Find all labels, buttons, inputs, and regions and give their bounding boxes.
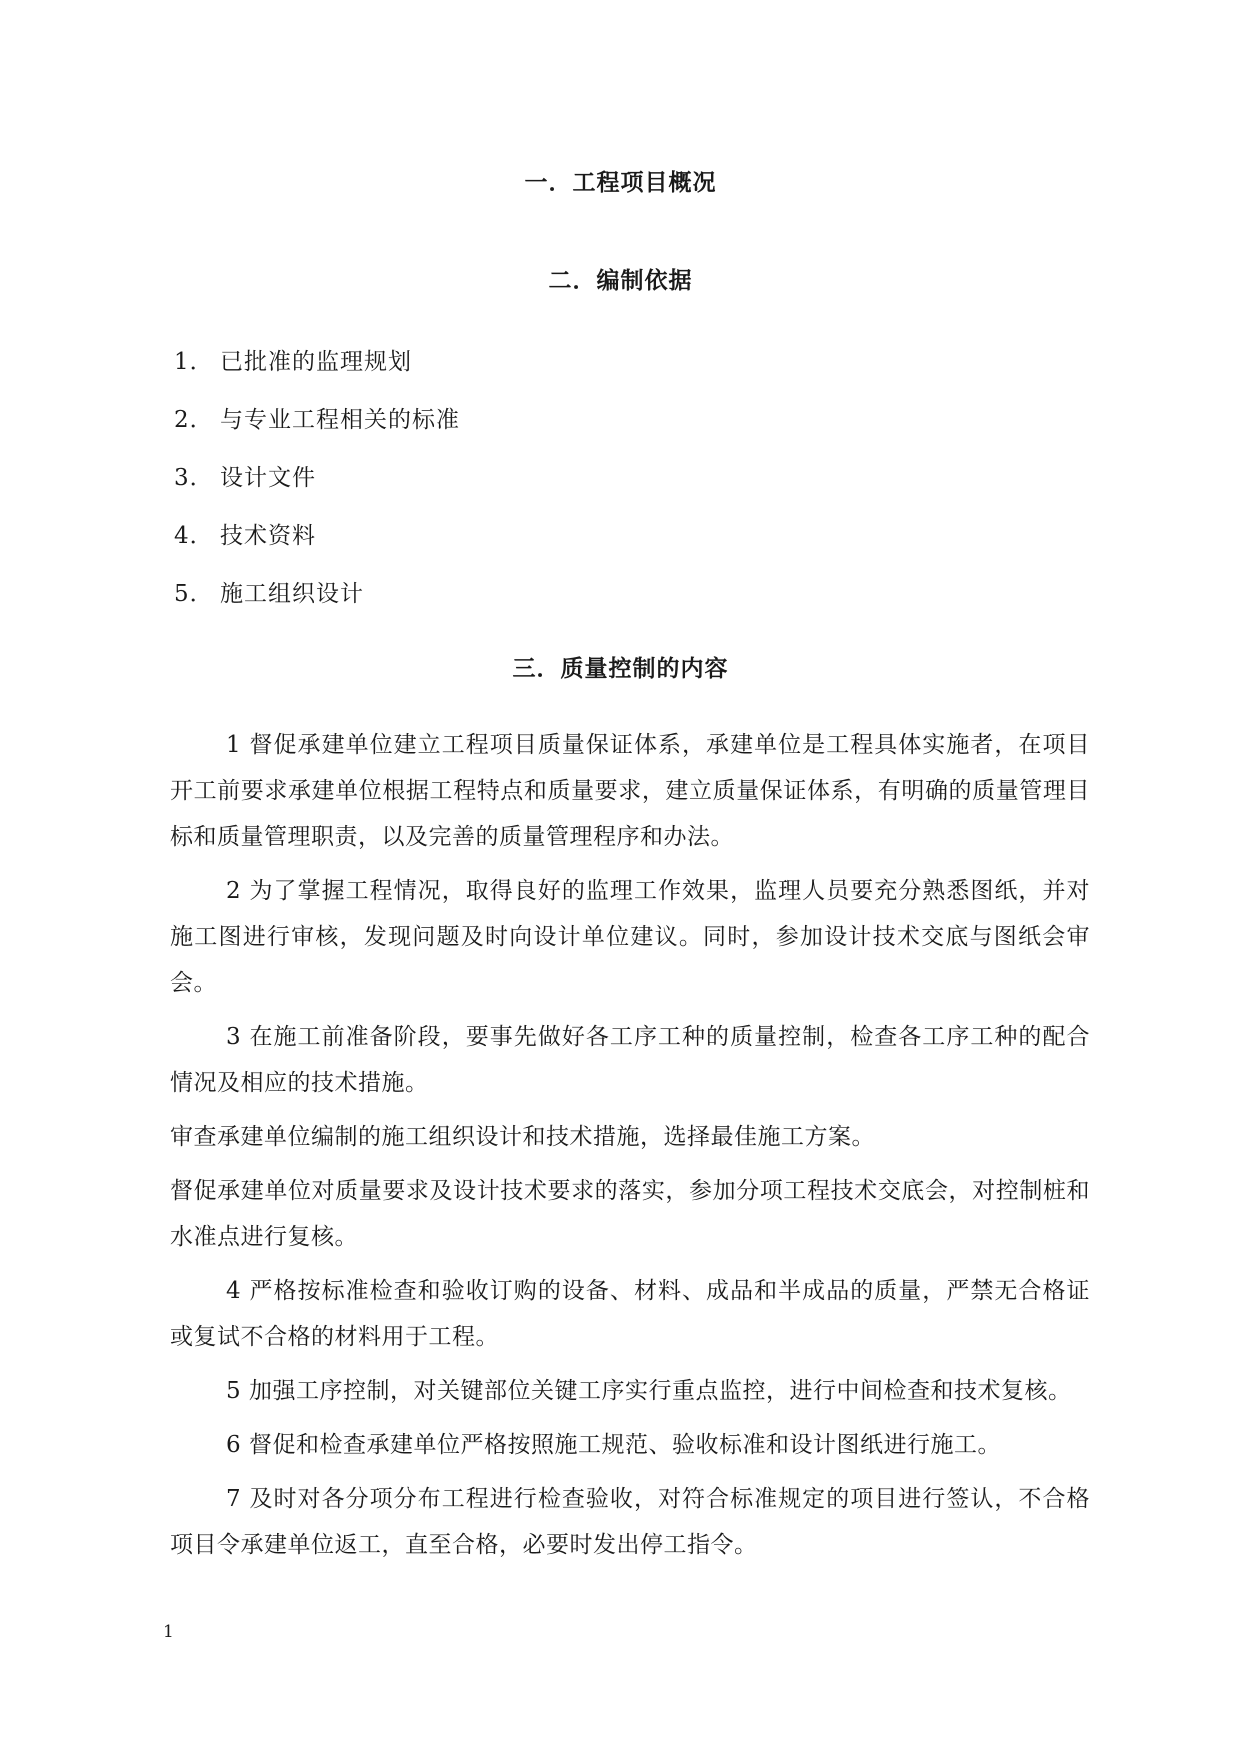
basis-list — [174, 342, 460, 632]
paragraph: 督促承建单位对质量要求及设计技术要求的落实，参加分项工程技术交底会，对控制桩和水准点进行复核。 — [170, 1178, 1090, 1250]
paragraph: 1 督促承建单位建立工程项目质量保证体系，承建单位是工程具体实施者，在项目开工前要求承建单位根据工程特点和质量要求，建立质量保证体系，有明确的质量管理目标和质量管理职责，以及完善的质量管理程序和办法。 — [170, 732, 1090, 850]
basis-item — [174, 458, 460, 516]
paragraph: 5 加强工序控制，对关键部位关键工序实行重点监控，进行中间检查和技术复核。 — [226, 1378, 1072, 1404]
paragraph: 3 在施工前准备阶段，要事先做好各工序工种的质量控制，检查各工序工种的配合情况及相应的技术措施。 — [170, 1024, 1090, 1096]
basis-item — [174, 516, 460, 574]
basis-item-text: 与专业工程相关的标准 — [220, 407, 460, 433]
page-number: 1 — [163, 1622, 174, 1642]
paragraph: 审查承建单位编制的施工组织设计和技术措施，选择最佳施工方案。 — [170, 1124, 875, 1150]
basis-item-text: 已批准的监理规划 — [220, 349, 412, 375]
quality-content — [170, 722, 1090, 1576]
section-heading-basis: 二．编制依据 — [548, 268, 693, 294]
paragraph: 7 及时对各分项分布工程进行检查验收，对符合标准规定的项目进行签认，不合格项目令承建单位返工，直至合格，必要时发出停工指令。 — [170, 1486, 1090, 1558]
basis-item-text: 设计文件 — [220, 465, 316, 491]
basis-item-text: 施工组织设计 — [220, 581, 364, 607]
basis-item-text: 技术资料 — [220, 523, 316, 549]
basis-item — [174, 574, 460, 632]
paragraph: 4 严格按标准检查和验收订购的设备、材料、成品和半成品的质量，严禁无合格证或复试不合格的材料用于工程。 — [170, 1278, 1090, 1350]
section-heading-quality: 三．质量控制的内容 — [512, 656, 729, 682]
basis-item — [174, 400, 460, 458]
paragraph: 6 督促和检查承建单位严格按照施工规范、验收标准和设计图纸进行施工。 — [226, 1432, 1001, 1458]
basis-item-number: 4． — [174, 523, 214, 549]
basis-item-number: 1． — [174, 349, 214, 375]
section-heading-overview: 一．工程项目概况 — [524, 170, 717, 196]
basis-item — [174, 342, 460, 400]
basis-item-number: 2． — [174, 407, 214, 433]
basis-item-number: 5． — [174, 581, 214, 607]
paragraph: 2 为了掌握工程情况，取得良好的监理工作效果，监理人员要充分熟悉图纸，并对施工图进行审核，发现问题及时向设计单位建议。同时，参加设计技术交底与图纸会审会。 — [170, 878, 1090, 996]
basis-item-number: 3． — [174, 465, 214, 491]
